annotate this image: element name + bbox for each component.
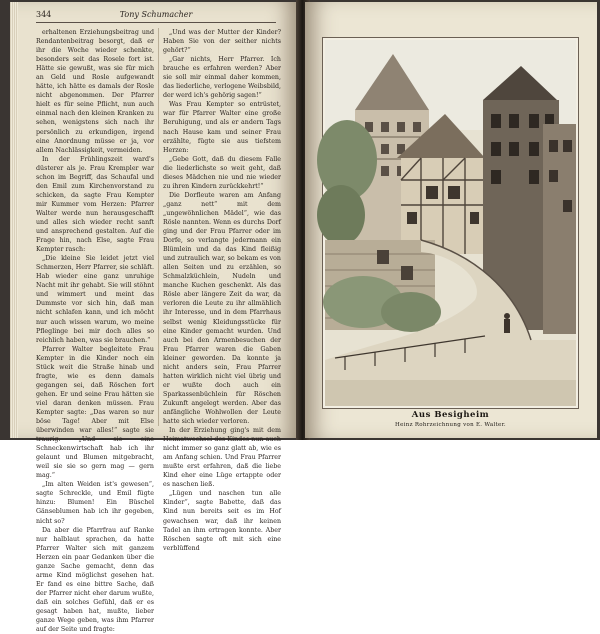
text-column-1 <box>36 28 154 634</box>
paragraph: In der Erziehung ging's mit dem Heimatwechsel des Kindes nun auch nicht immer so ganz glatt ab, wie es am Anfang schien. Und Frau Pfarrer mußte erst erfahren, daß die liebe Kind eher eine Lüge ertappte oder es naschen ließ. <box>163 427 281 489</box>
street-illustration <box>325 40 576 406</box>
paragraph: Da aber die Pfarrfrau auf Ranke nur halblaut sprachen, da hatte Pfarrer Walter sich mit ganzem Herzen ein paar Gedanken über die ganze Sache gemacht, denn das arme Kind möglichst gesehen hat. Er fand es eine bittre Sache, daß der Pfarrer nicht eher darum wußte, daß ein solches Gefühl, daß er es gesagt haben hat, mußte, lieber ganze Wege geben, was ihm Pfarrer auf der Seite und fragte: <box>36 526 154 634</box>
paragraph: „Gebe Gott, daß du diesem Falle die liederlichste so weit geht, daß dieses Mädchen nie und nie wieder zu ihren Kindern zurückkehrt!“ <box>163 155 281 190</box>
text-column-2 <box>163 28 281 552</box>
plate-credit: Heinz Rohrzeichnung von E. Walter. <box>395 422 506 428</box>
paragraph: „Lügen und naschen tun alle Kinder“, sagte Babette, daß das Kind nun bereits seit es im Hof gewachsen war, daß ihr keinen Tadel an ihm ertragen konnte. Aber Röschen sagte oft mit sich eine verblüffend <box>163 490 281 552</box>
running-head <box>36 8 276 23</box>
paragraph: Die Dorfleute waren am Anfang „ganz nett“ mit dem „ungewöhnlichen Mädel“, wie das Rösle nannten. Wenn es durchs Dorf ging und der Frau Pfarrer oder im Dorfe, so verlangte jedermann ein Blümlein und da das Kind fleißig und zutraulich war, so bekam es von allen Seiten und zu erzählen, so Schmalzküchlein, Nudeln und manche Kuchen geschenkt. Als das Rösle aber längere Zeit da war, da verloren die Leute zu ihr allmählich ihr Interesse, und in dem Pfarrhaus selbst wenig Kleidungsstücke für eine Kinder gemacht wurden. Und auch bei den Armenbesuchen der Frau Pfarrer waren die Gaben kleiner geworden. Da konnte ja nicht anders sein, Frau Pfarrer hatten wirklich nicht viel übrig und er wußte doch auch ein Sparkassenbüchlein für Röschen Zukunft angelegt werden. Aber das anfängliche Wohlwollen der Leute hatte sich wieder verloren. <box>163 191 281 426</box>
right-page <box>305 2 597 438</box>
paragraph: „Die kleine Sie leidet jetzt viel Schmerzen, Herr Pfarrer, sie schläft. Hab wieder eine ganz unruhige Nacht mit ihr gehabt. Sie will stöhnt und wimmert und meint das Dummste vor sich hin, daß man nicht schlafen kann, und ich möcht nur auch wissen warum, wo meine Pfleglinge bei mir doch alles so reichlich haben, was sie brauchen.“ <box>36 255 154 344</box>
page-number: 344 <box>36 10 52 19</box>
column-rule <box>158 28 159 426</box>
paragraph: Pfarrer Walter begleitete Frau Kempter in die Kinder noch ein Stück weit die Straße hinab und fragte, wie es denn damals gegangen sei, daß Röschen fort gehen. Er und seine Frau hätten sie viel daran denken müssen. Frau Kempter sagte: „Das waren so nur böse Tage! Aber mit Else überwinden war alles!“ sagte sie traurig. „Und sie eine Schneckenwirtschaft hab ich ihr gelaunt und Blumen mitgebracht, weil sie sie so gern mag — gern mag.“ <box>36 345 154 480</box>
paragraph: Was Frau Kempter so entrüstet, war für Pfarrer Walter eine große Beruhigung, und als er andern Tags nach Hause kam und seiner Frau erzählte, fügte sie aus tiefstem Herzen: <box>163 101 281 154</box>
plate-title: Aus Besigheim <box>411 410 490 420</box>
paragraph: In der Frühlingszeit ward's düsterer als je. Frau Krempler war schon im Begriff, das Schaufal und den Emil zum Kirchenvorstand zu schicken, da sagte Frau Kempter mir Kummer vom Herzen: Pfarrer Walter werde nun herausgeschafft und alles sich wieder recht sanft und ansprechend gestalten. Auf die Frage hin, nach Else, sagte Frau Kempter rasch: <box>36 155 154 254</box>
paragraph: „Und was der Mutter der Kinder? Haben Sie von der seither nichts gehört?“ <box>163 29 281 55</box>
paragraph: „Gar nichts, Herr Pfarrer. Ich brauche es erfahren werden? Aber sie soll mir einmal daher kommen, das liederliche, verlogene Weibsbild, der werd ich's gehörig sagen!“ <box>163 56 281 100</box>
page-edges <box>10 2 18 438</box>
paragraph: erhaltenen Erziehungsbeitrag und Rendantenbeitrag besorgt, daß er ihr die Woche wieder schenkte, besonders seit das Rosele fort ist. Hätte sie gewußt, was sie für mich an Geld und Rosle aufgewandt hätte, ich hätte es damals der Rosle nicht abgenommen. Der Pfarrer hielt es für seine Pflicht, nun auch einmal nach den kleinen Kranken zu sehen, wenigstens sich nach ihr persönlich zu erkundigen, irgend eine Anordnung müsse er ja, vor allem Nachlässigkeit, vermeiden. <box>36 29 154 154</box>
running-head-title: Tony Schumacher <box>119 10 193 19</box>
left-page <box>10 2 298 634</box>
illustration-plate <box>322 37 579 409</box>
plate-caption <box>322 410 579 428</box>
paragraph: „Im alten Weiden ist's gewesen“, sagte Schreckle, und Emil fügte hinzu: Blumen! Ein Büschel Gänseblumen hab ich ihr gegeben, nicht so? <box>36 481 154 525</box>
